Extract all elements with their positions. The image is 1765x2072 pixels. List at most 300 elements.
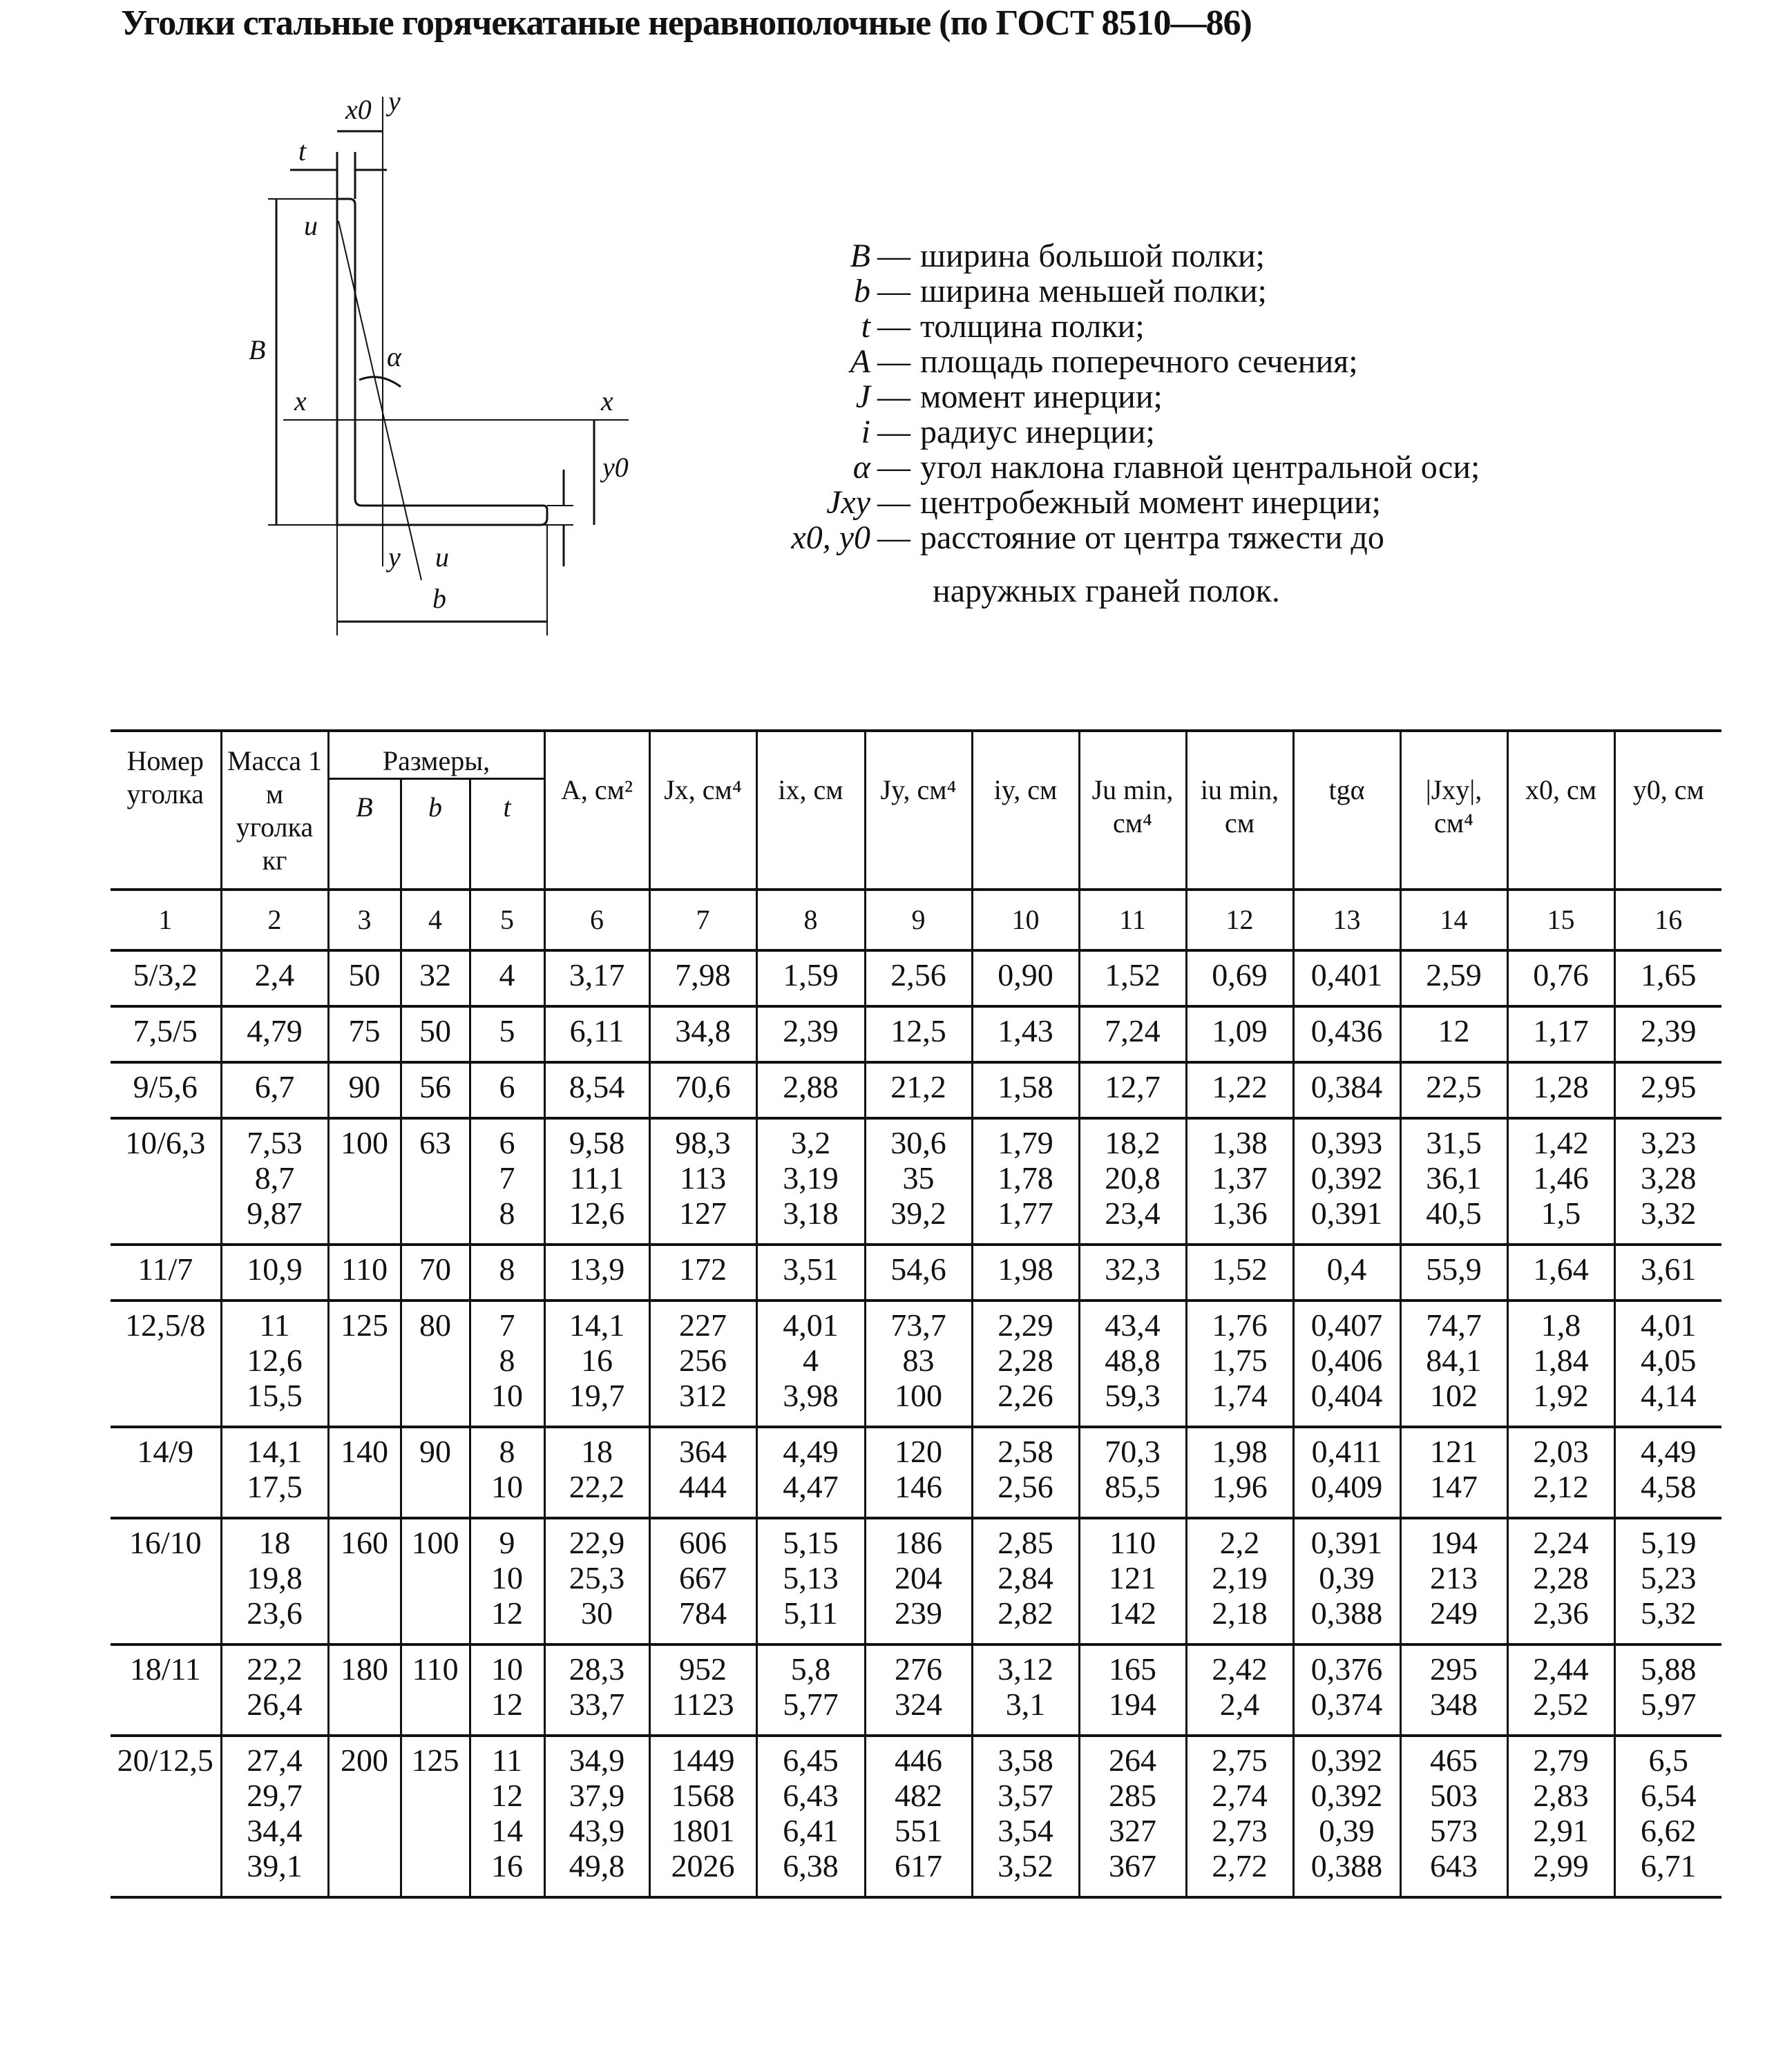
cell-value: 9,87 [247, 1195, 303, 1231]
cell-value: 32,3 [1105, 1251, 1161, 1287]
header-iu: iu min, см [1186, 731, 1293, 890]
cell-A [544, 1301, 649, 1427]
cell-value: 6,71 [1641, 1848, 1697, 1883]
cell-iu [1186, 1736, 1293, 1897]
cell-value: 0,391 [1310, 1195, 1383, 1231]
label-alpha: α [387, 341, 401, 372]
cell-value: 482 [895, 1777, 942, 1813]
cell-Ju [1079, 1644, 1186, 1736]
cell-value: 18 [258, 1524, 291, 1560]
cell-x0 [1507, 1118, 1614, 1245]
cell-value: 29,7 [247, 1777, 303, 1813]
cell-value: 7,98 [675, 957, 731, 992]
cell-value: 2,72 [1212, 1848, 1268, 1883]
cell-value: 3,17 [569, 957, 625, 992]
cell-value: 446 [895, 1742, 942, 1778]
cell-mass [221, 1736, 328, 1897]
cell-value: 327 [1109, 1812, 1156, 1848]
cell-iy [972, 1736, 1079, 1897]
cell-value: 100 [895, 1377, 942, 1413]
cell-value: 56 [419, 1068, 451, 1104]
legend-symbol: x0, y0 [791, 519, 870, 556]
cell-b [401, 1006, 470, 1062]
cell-x0 [1507, 1062, 1614, 1118]
cell-value: 40,5 [1426, 1195, 1482, 1231]
column-number: 13 [1293, 890, 1400, 950]
cell-value: 2,52 [1533, 1686, 1589, 1722]
legend-symbol: J [855, 378, 870, 415]
cell-value: 5,11 [783, 1595, 838, 1631]
cell-value: 2,74 [1212, 1777, 1268, 1813]
cell-value: 5 [499, 1013, 515, 1048]
cell-value: 85,5 [1105, 1468, 1161, 1504]
cell-Jx [649, 1518, 756, 1644]
cell-value: 4,01 [783, 1307, 839, 1343]
legend-item [774, 485, 1480, 520]
cell-value: 2,03 [1533, 1433, 1589, 1469]
header-tg: tgα [1293, 731, 1400, 890]
cell-A [544, 1427, 649, 1518]
cell-b [401, 1301, 470, 1427]
cell-A [544, 950, 649, 1006]
cell-value: 2,28 [998, 1342, 1053, 1378]
cell-value: 3,98 [783, 1377, 839, 1413]
cell-value: 2,99 [1533, 1848, 1589, 1883]
cell-Jy [865, 1118, 972, 1245]
cell-value: 1,52 [1105, 957, 1161, 992]
cell-value: 7,24 [1105, 1013, 1161, 1048]
cell-value: 3,19 [783, 1160, 839, 1196]
cell-B [328, 1518, 401, 1644]
cell-value: 10 [491, 1377, 523, 1413]
cell-no [111, 1118, 221, 1245]
cell-value: 194 [1109, 1686, 1156, 1722]
cell-Ju [1079, 950, 1186, 1006]
cell-value: 80 [419, 1307, 451, 1343]
cell-b [401, 1518, 470, 1644]
cell-value: 1,28 [1533, 1068, 1589, 1104]
cell-tg [1293, 1644, 1400, 1736]
cell-Jy [865, 1245, 972, 1301]
cell-B [328, 1245, 401, 1301]
cell-x0 [1507, 1427, 1614, 1518]
cell-Jxy [1400, 1006, 1507, 1062]
cell-value: 8,7 [254, 1160, 295, 1196]
cell-iy [972, 1427, 1079, 1518]
legend-symbol: α [852, 449, 870, 486]
cell-value: 312 [679, 1377, 727, 1413]
header-mass: Масса 1 м уголка кг [221, 731, 328, 890]
cell-value: 2,12 [1533, 1468, 1589, 1504]
cell-value: 12,6 [247, 1342, 303, 1378]
cell-tg [1293, 1301, 1400, 1427]
cell-no [111, 1644, 221, 1736]
cell-Jy [865, 950, 972, 1006]
header-dims: Размеры, [328, 731, 544, 779]
cell-value: 140 [341, 1433, 388, 1469]
cell-value: 33,7 [569, 1686, 625, 1722]
cell-value: 249 [1430, 1595, 1478, 1631]
legend-text: радиус инерции; [920, 414, 1155, 450]
cell-value: 125 [341, 1307, 388, 1343]
cell-tg [1293, 1245, 1400, 1301]
table-row [111, 1736, 1721, 1897]
cell-value: 7,5/5 [133, 1013, 198, 1048]
legend-continuation: наружных граней полок. [933, 573, 1280, 609]
cell-value: 1,74 [1212, 1377, 1268, 1413]
cell-mass [221, 1644, 328, 1736]
cell-Jxy [1400, 1301, 1507, 1427]
table-row [111, 1427, 1721, 1518]
table-row [111, 1644, 1721, 1736]
cell-value: 784 [679, 1595, 727, 1631]
header-ix: ix, см [756, 731, 865, 890]
cell-value: 74,7 [1426, 1307, 1482, 1343]
header-Jxy: |Jxy|, см⁴ [1400, 731, 1507, 890]
cell-value: 35 [902, 1160, 935, 1196]
cell-value: 142 [1109, 1595, 1156, 1631]
cell-value: 2,26 [998, 1377, 1053, 1413]
cell-value: 32 [419, 957, 451, 992]
cell-value: 2,19 [1212, 1560, 1268, 1595]
cell-no [111, 1736, 221, 1897]
cell-value: 6,7 [254, 1068, 295, 1104]
cell-t [470, 1301, 544, 1427]
cell-value: 73,7 [890, 1307, 946, 1343]
cell-value: 0,388 [1310, 1595, 1383, 1631]
cell-t [470, 1118, 544, 1245]
cell-value: 1,64 [1533, 1251, 1589, 1287]
cell-tg [1293, 1736, 1400, 1897]
cell-y0 [1614, 1736, 1721, 1897]
cell-value: 12,5 [890, 1013, 946, 1048]
cell-Jy [865, 1006, 972, 1062]
cell-value: 18 [581, 1433, 613, 1469]
cell-value: 3,57 [998, 1777, 1053, 1813]
cell-t [470, 1644, 544, 1736]
legend-symbol: B [850, 238, 870, 274]
cell-value: 125 [411, 1742, 459, 1778]
cell-t [470, 1245, 544, 1301]
column-number: 2 [221, 890, 328, 950]
cell-value: 165 [1109, 1651, 1156, 1687]
cell-value: 1,96 [1212, 1468, 1268, 1504]
cell-value: 22,5 [1426, 1068, 1482, 1104]
cell-value: 8 [499, 1251, 515, 1287]
cell-value: 6,5 [1648, 1742, 1688, 1778]
table-row [111, 1301, 1721, 1427]
cell-value: 3,58 [998, 1742, 1053, 1778]
cell-value: 2,56 [998, 1468, 1053, 1504]
cell-value: 11/7 [137, 1251, 193, 1287]
cell-no [111, 1518, 221, 1644]
cell-value: 12,5/8 [125, 1307, 206, 1343]
cell-value: 43,9 [569, 1812, 625, 1848]
column-number: 1 [111, 890, 221, 950]
cell-value: 39,1 [247, 1848, 303, 1883]
cell-Ju [1079, 1006, 1186, 1062]
cell-value: 110 [412, 1651, 459, 1687]
cell-value: 186 [895, 1524, 942, 1560]
label-y-bottom: y [388, 541, 401, 573]
cell-value: 20/12,5 [117, 1742, 213, 1778]
legend-text: площадь поперечного сечения; [920, 343, 1358, 380]
label-t: t [298, 135, 307, 166]
cell-value: 12 [491, 1595, 523, 1631]
legend-item [774, 274, 1480, 309]
cell-x0 [1507, 1245, 1614, 1301]
cell-value: 22,2 [247, 1651, 303, 1687]
cell-value: 113 [679, 1160, 727, 1196]
cell-value: 0,392 [1310, 1160, 1383, 1196]
cell-value: 2,84 [998, 1560, 1053, 1595]
cell-value: 7 [499, 1160, 515, 1196]
cell-value: 3,23 [1641, 1124, 1697, 1160]
cell-value: 110 [341, 1251, 388, 1287]
cell-value: 8 [499, 1433, 515, 1469]
cell-x0 [1507, 1006, 1614, 1062]
cell-mass [221, 1245, 328, 1301]
cell-value: 1,78 [998, 1160, 1053, 1196]
cell-value: 83 [902, 1342, 935, 1378]
cell-A [544, 1118, 649, 1245]
cell-value: 16/10 [128, 1524, 202, 1560]
cell-value: 2,39 [1641, 1013, 1697, 1048]
cell-t [470, 1062, 544, 1118]
header-A: A, см² [544, 731, 649, 890]
cell-Jx [649, 1301, 756, 1427]
cell-value: 6,54 [1641, 1777, 1697, 1813]
cell-iy [972, 950, 1079, 1006]
legend-dash: — [877, 414, 910, 450]
cell-value: 2,83 [1533, 1777, 1589, 1813]
header-Jx: Jx, см⁴ [649, 731, 756, 890]
column-number: 10 [972, 890, 1079, 950]
cell-value: 4 [803, 1342, 819, 1378]
header-t: t [470, 779, 544, 890]
legend-item [774, 414, 1480, 450]
cell-value: 0,69 [1212, 957, 1268, 992]
cell-value: 1,59 [783, 957, 839, 992]
cell-value: 14,1 [247, 1433, 303, 1469]
cell-value: 0,76 [1533, 957, 1589, 992]
cell-value: 70 [419, 1251, 451, 1287]
header-Jy: Jy, см⁴ [865, 731, 972, 890]
cell-value: 0,409 [1310, 1468, 1383, 1504]
legend-text: центробежный момент инерции; [920, 484, 1382, 521]
cell-value: 37,9 [569, 1777, 625, 1813]
cell-A [544, 1518, 649, 1644]
cell-Jx [649, 1062, 756, 1118]
column-number: 7 [649, 890, 756, 950]
cell-ix [756, 1644, 865, 1736]
cell-value: 10,9 [247, 1251, 303, 1287]
cell-value: 127 [679, 1195, 727, 1231]
cell-B [328, 1301, 401, 1427]
cell-b [401, 1736, 470, 1897]
cell-value: 4,58 [1641, 1468, 1697, 1504]
cell-value: 110 [1109, 1524, 1156, 1560]
cell-value: 0,391 [1310, 1524, 1383, 1560]
cell-value: 213 [1430, 1560, 1478, 1595]
cell-b [401, 1118, 470, 1245]
cell-value: 239 [895, 1595, 942, 1631]
cell-value: 1,79 [998, 1124, 1053, 1160]
cell-value: 6,43 [783, 1777, 839, 1813]
cell-no [111, 1006, 221, 1062]
cell-value: 3,52 [998, 1848, 1053, 1883]
cell-t [470, 1518, 544, 1644]
cell-value: 264 [1109, 1742, 1156, 1778]
cell-ix [756, 1736, 865, 1897]
cell-B [328, 1427, 401, 1518]
cell-value: 1,98 [998, 1251, 1053, 1287]
cell-value: 26,4 [247, 1686, 303, 1722]
cell-value: 19,7 [569, 1377, 625, 1413]
cell-value: 23,6 [247, 1595, 303, 1631]
cell-value: 1,76 [1212, 1307, 1268, 1343]
cell-y0 [1614, 1245, 1721, 1301]
cell-value: 102 [1430, 1377, 1478, 1413]
cell-value: 3,12 [998, 1651, 1053, 1687]
cell-b [401, 1245, 470, 1301]
cell-value: 6,45 [783, 1742, 839, 1778]
cell-value: 5,8 [790, 1651, 831, 1687]
cell-iy [972, 1062, 1079, 1118]
cell-value: 10 [491, 1651, 523, 1687]
cell-t [470, 1427, 544, 1518]
page-title: Уголки стальные горячекатаные неравнополочные (по ГОСТ 8510—86) [121, 3, 1252, 43]
cell-value: 6 [499, 1068, 515, 1104]
legend-text: толщина полки; [920, 308, 1145, 345]
cell-value: 2,56 [890, 957, 946, 992]
header-number: Номер уголка [111, 731, 221, 890]
cell-ix [756, 1301, 865, 1427]
cell-Ju [1079, 1062, 1186, 1118]
label-u-bottom: u [435, 541, 449, 573]
legend-item [774, 520, 1480, 555]
cell-value: 54,6 [890, 1251, 946, 1287]
cell-value: 0,374 [1310, 1686, 1383, 1722]
legend-symbol: i [861, 414, 870, 450]
legend-dash: — [877, 238, 910, 274]
cell-value: 43,4 [1105, 1307, 1161, 1343]
cell-iy [972, 1518, 1079, 1644]
legend-dash: — [877, 343, 910, 380]
cell-Jy [865, 1644, 972, 1736]
cell-value: 30 [581, 1595, 613, 1631]
cell-value: 0,407 [1310, 1307, 1383, 1343]
cell-value: 12 [491, 1686, 523, 1722]
cell-value: 1,22 [1212, 1068, 1268, 1104]
cell-value: 0,401 [1310, 957, 1383, 992]
cell-Jy [865, 1062, 972, 1118]
cell-value: 0,39 [1319, 1812, 1375, 1848]
cell-B [328, 1736, 401, 1897]
cell-A [544, 1245, 649, 1301]
cell-x0 [1507, 1301, 1614, 1427]
cell-value: 22,9 [569, 1524, 625, 1560]
cell-value: 1,8 [1540, 1307, 1581, 1343]
cell-value: 84,1 [1426, 1342, 1482, 1378]
cell-value: 21,2 [890, 1068, 946, 1104]
cell-value: 606 [679, 1524, 727, 1560]
cell-value: 503 [1430, 1777, 1478, 1813]
cell-value: 551 [895, 1812, 942, 1848]
cell-value: 1,46 [1533, 1160, 1589, 1196]
cell-A [544, 1062, 649, 1118]
cell-value: 3,2 [790, 1124, 831, 1160]
cell-value: 2,42 [1212, 1651, 1268, 1687]
angles-table [111, 729, 1721, 1899]
cell-mass [221, 1006, 328, 1062]
cell-iy [972, 1006, 1079, 1062]
cell-tg [1293, 950, 1400, 1006]
cell-value: 1,98 [1212, 1433, 1268, 1469]
cell-value: 2,85 [998, 1524, 1053, 1560]
cell-value: 90 [419, 1433, 451, 1469]
cell-b [401, 1062, 470, 1118]
cell-value: 3,18 [783, 1195, 839, 1231]
cell-iu [1186, 1518, 1293, 1644]
cell-b [401, 1644, 470, 1736]
cell-iu [1186, 1301, 1293, 1427]
cell-value: 90 [348, 1068, 381, 1104]
cell-iy [972, 1301, 1079, 1427]
cell-B [328, 1644, 401, 1736]
cell-value: 256 [679, 1342, 727, 1378]
angle-section-outline [337, 199, 547, 525]
cell-value: 70,3 [1105, 1433, 1161, 1469]
cell-value: 364 [679, 1433, 727, 1469]
cell-value: 5,19 [1641, 1524, 1697, 1560]
cell-value: 30,6 [890, 1124, 946, 1160]
legend-text: ширина меньшей полки; [920, 273, 1267, 309]
cell-Jy [865, 1427, 972, 1518]
cell-value: 1,09 [1212, 1013, 1268, 1048]
column-number: 8 [756, 890, 865, 950]
cell-value: 194 [1430, 1524, 1478, 1560]
cell-value: 200 [341, 1742, 388, 1778]
column-number: 16 [1614, 890, 1721, 950]
cell-iu [1186, 1006, 1293, 1062]
label-u: u [304, 210, 318, 241]
cell-value: 11 [491, 1742, 523, 1778]
cell-value: 2,44 [1533, 1651, 1589, 1687]
cell-mass [221, 1118, 328, 1245]
cell-value: 285 [1109, 1777, 1156, 1813]
cell-value: 6,41 [783, 1812, 839, 1848]
cell-Jx [649, 1644, 756, 1736]
cell-value: 39,2 [890, 1195, 946, 1231]
cell-value: 172 [679, 1251, 727, 1287]
cell-Jxy [1400, 1644, 1507, 1736]
legend-text: расстояние от центра тяжести до [920, 519, 1384, 556]
cell-Jxy [1400, 950, 1507, 1006]
table-row [111, 1118, 1721, 1245]
cell-Jx [649, 1245, 756, 1301]
cell-value: 12 [491, 1777, 523, 1813]
cell-value: 34,9 [569, 1742, 625, 1778]
cell-value: 5,23 [1641, 1560, 1697, 1595]
label-x-left: x [294, 385, 307, 416]
cell-value: 0,436 [1310, 1013, 1383, 1048]
cell-no [111, 1427, 221, 1518]
cell-x0 [1507, 1518, 1614, 1644]
column-number: 15 [1507, 890, 1614, 950]
cell-Jxy [1400, 1518, 1507, 1644]
cell-Jx [649, 950, 756, 1006]
